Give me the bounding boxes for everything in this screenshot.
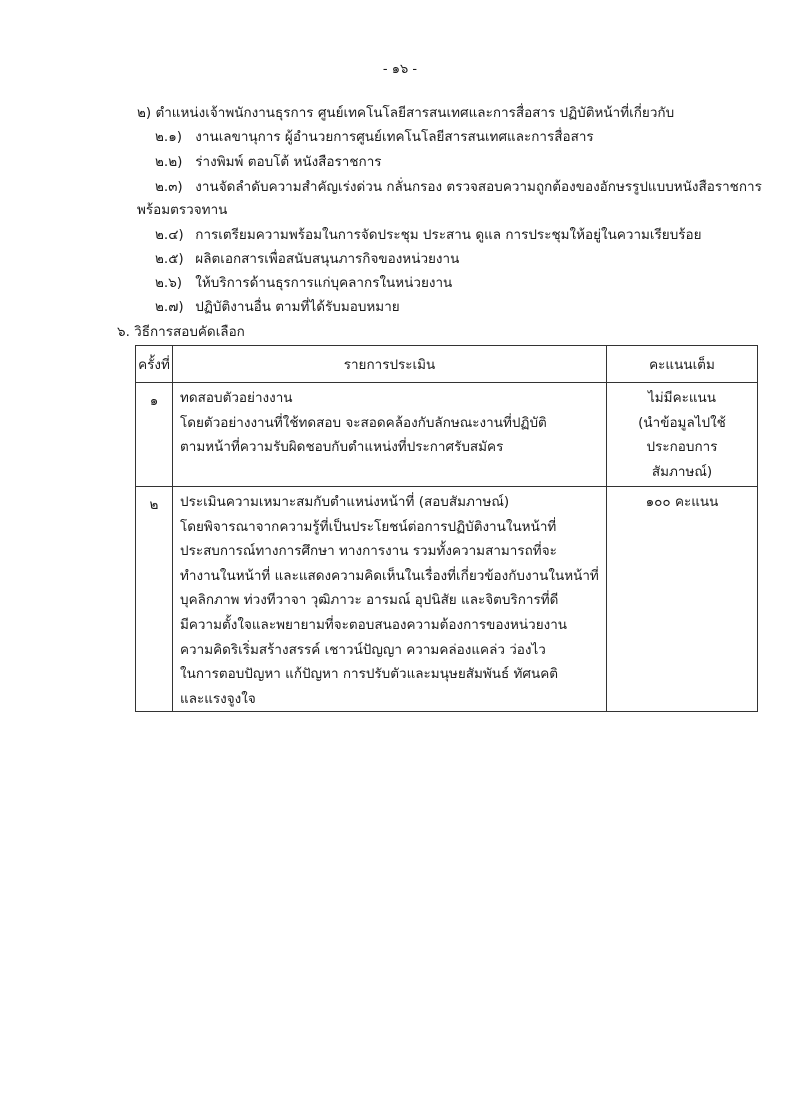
item-number: ๒.๑)	[155, 129, 183, 145]
evaluation-description	[173, 383, 607, 487]
item-text: การเตรียมความพร้อมในการจัดประชุม ประสาน ดูแล การประชุมให้อยู่ในความเรียบร้อย	[195, 227, 702, 243]
description-line: ประสบการณ์ทางการศึกษา ทางการงาน รวมทั้งความสามารถที่จะ	[180, 543, 557, 560]
round-number: ๑	[136, 383, 173, 487]
description-line: ประเมินความเหมาะสมกับตำแหน่งหน้าที่ (สอบสัมภาษณ์)	[180, 494, 510, 510]
description-line: ทำงานในหน้าที่ และแสดงความคิดเห็นในเรื่องที่เกี่ยวข้องกับงานในหน้าที่	[180, 567, 599, 584]
item-text: ผลิตเอกสารเพื่อสนับสนุนภารกิจของหน่วยงาน	[195, 251, 460, 267]
list-item	[155, 127, 594, 147]
description-line: โดยตัวอย่างงานที่ใช้ทดสอบ จะสอดคล้องกับลักษณะงานที่ปฏิบัติ	[180, 414, 547, 431]
table-header-row	[136, 346, 758, 383]
table-row	[136, 487, 758, 712]
list-item	[155, 225, 702, 245]
header-item: รายการประเมิน	[173, 346, 607, 383]
table-row	[136, 383, 758, 487]
description-line: มีความตั้งใจและพยายามที่จะตอบสนองความต้องการของหน่วยงาน	[180, 616, 568, 633]
section-6-heading: ๖. วิธีการสอบคัดเลือก	[117, 324, 245, 340]
item-text: ให้บริการด้านธุรการแก่บุคลากรในหน่วยงาน	[195, 275, 453, 291]
item-text: ร่างพิมพ์ ตอบโต้ หนังสือราชการ	[195, 154, 382, 170]
score-line: ไม่มีคะแนน	[647, 390, 717, 406]
section-2-heading: ๒) ตำแหน่งเจ้าพนักงานธุรการ ศูนย์เทคโนโลยีสารสนเทศและการสื่อสาร ปฏิบัติหน้าที่เกี่ยวกับ	[137, 105, 675, 121]
item-text: งานจัดลำดับความสำคัญเร่งด่วน กลั่นกรอง ตรวจสอบความถูกต้องของอักษรรูปแบบหนังสือราชการ	[195, 179, 762, 195]
description-line: และแรงจูงใจ	[180, 690, 256, 707]
full-score	[607, 487, 758, 712]
description-line: โดยพิจารณาจากความรู้ที่เป็นประโยชน์ต่อการปฏิบัติงานในหน้าที่	[180, 518, 557, 535]
item-number: ๒.๖)	[155, 275, 183, 291]
description-line: ตามหน้าที่ความรับผิดชอบกับตำแหน่งที่ประกาศรับสมัคร	[180, 439, 504, 456]
description-line: ในการตอบปัญหา แก้ปัญหา การปรับตัวและมนุษยสัมพันธ์ ทัศนคติ	[180, 666, 559, 683]
header-round: ครั้งที่	[136, 346, 173, 383]
list-item	[155, 249, 459, 269]
item-number: ๒.๒)	[155, 154, 183, 170]
score-line: (นำข้อมูลไปใช้	[638, 414, 726, 431]
list-item-continuation: พร้อมตรวจทาน	[137, 202, 228, 218]
item-text: ปฏิบัติงานอื่น ตามที่ได้รับมอบหมาย	[195, 299, 400, 315]
item-number: ๒.๓)	[155, 179, 183, 195]
item-number: ๒.๕)	[155, 251, 184, 267]
evaluation-table	[135, 345, 758, 712]
description-line: ทดสอบตัวอย่างงาน	[180, 390, 293, 406]
score-line: ๑๐๐ คะแนน	[645, 494, 719, 510]
list-item	[155, 273, 452, 293]
list-item	[155, 297, 400, 317]
score-line: สัมภาษณ์)	[651, 463, 713, 480]
list-item	[155, 177, 762, 197]
item-number: ๒.๔)	[155, 227, 184, 243]
page-number: - ๑๖ -	[382, 62, 418, 77]
header-full-score: คะแนนเต็ม	[607, 346, 758, 383]
description-line: บุคลิกภาพ ท่วงทีวาจา วุฒิภาวะ อารมณ์ อุปนิสัย และจิตบริการที่ดี	[180, 592, 559, 609]
round-number: ๒	[136, 487, 173, 712]
item-text: งานเลขานุการ ผู้อำนวยการศูนย์เทคโนโลยีสารสนเทศและการสื่อสาร	[195, 129, 594, 145]
evaluation-description	[173, 487, 607, 712]
item-number: ๒.๗)	[155, 299, 184, 315]
full-score	[607, 383, 758, 487]
list-item	[155, 152, 382, 172]
score-line: ประกอบการ	[646, 439, 718, 455]
description-line: ความคิดริเริ่มสร้างสรรค์ เชาวน์ปัญญา ความคล่องแคล่ว ว่องไว	[180, 641, 546, 658]
